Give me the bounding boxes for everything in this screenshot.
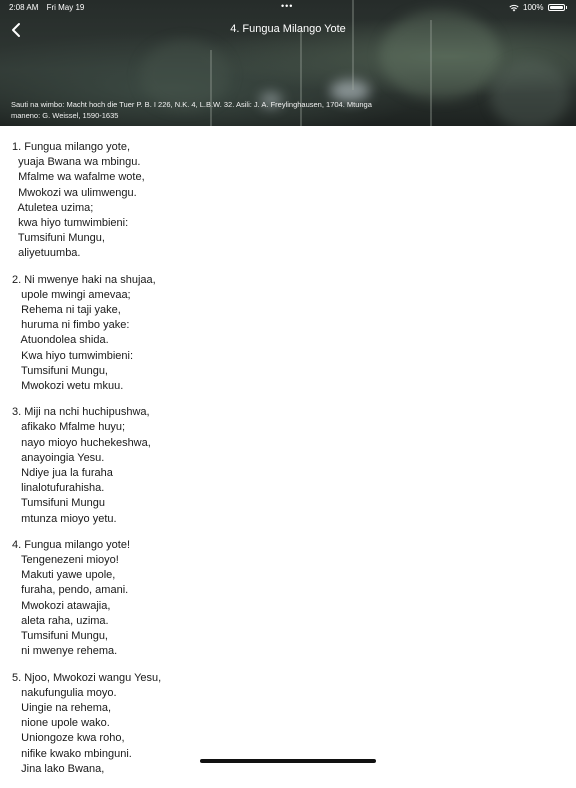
- verse-line: Kwa hiyo tumwimbieni:: [12, 349, 134, 362]
- verse-line: nayo mioyo huchekeshwa,: [12, 436, 151, 449]
- verse-line: 5. Njoo, Mwokozi wangu Yesu,: [12, 671, 162, 684]
- verse-line: Mwokozi wa ulimwengu.: [12, 186, 137, 199]
- verse-line: aliyetuumba.: [12, 247, 81, 260]
- verse-line: huruma ni fimbo yake:: [12, 319, 130, 332]
- background-blur: [490, 60, 570, 126]
- header-banner: [0, 0, 576, 126]
- status-time: 2:08 AM: [9, 3, 39, 12]
- battery-percent: 100%: [523, 3, 544, 12]
- verse-line: Makuti yawe upole,: [12, 569, 116, 582]
- status-left: [9, 3, 90, 12]
- wifi-icon: [509, 4, 519, 12]
- verse-line: nifike kwako mbinguni.: [12, 747, 132, 760]
- verse-line: 3. Miji na nchi huchipushwa,: [12, 406, 150, 419]
- verse-line: Uniongoze kwa roho,: [12, 732, 125, 745]
- verse-line: upole mwingi amevaa;: [12, 288, 131, 301]
- hymn-text: [12, 140, 552, 788]
- verse-line: Tumsifuni Mungu,: [12, 364, 108, 377]
- verse: [12, 140, 552, 262]
- multitasking-dots[interactable]: •••: [281, 1, 294, 11]
- verse-line: afikako Mfalme huyu;: [12, 421, 126, 434]
- verse-line: Jina lako Bwana,: [12, 762, 105, 775]
- battery-nub: [566, 6, 568, 9]
- verse-line: anayoingia Yesu.: [12, 451, 105, 464]
- verse-line: 1. Fungua milango yote,: [12, 141, 131, 153]
- verse-line: Mwokozi atawajia,: [12, 599, 111, 612]
- verse-line: linalotufurahisha.: [12, 482, 105, 495]
- verse: [12, 273, 552, 395]
- verse-line: nakufungulia moyo.: [12, 686, 117, 699]
- verse-line: Tengenezeni mioyo!: [12, 554, 119, 567]
- status-right: [509, 3, 567, 12]
- verse-line: 4. Fungua milango yote!: [12, 538, 131, 551]
- verse-line: Mfalme wa wafalme wote,: [12, 171, 145, 184]
- verse-line: Uingie na rehema,: [12, 701, 112, 714]
- status-date: Fri May 19: [46, 3, 85, 12]
- verse-line: Rehema ni taji yake,: [12, 304, 121, 317]
- verse-line: Tumsifuni Mungu,: [12, 232, 105, 245]
- verse: [12, 538, 552, 660]
- verse-line: Tumsifuni Mungu,: [12, 630, 108, 643]
- verse-line: Atuletea uzima;: [12, 201, 94, 214]
- battery-icon: [548, 4, 565, 11]
- background-stem: [430, 20, 432, 126]
- verse-line: nione upole wako.: [12, 717, 110, 730]
- page-title: 4. Fungua Milango Yote: [230, 23, 346, 35]
- verse-line: Mwokozi wetu mkuu.: [12, 380, 124, 393]
- verse-line: yuaja Bwana wa mbingu.: [12, 156, 141, 169]
- verse-line: aleta raha, uzima.: [12, 614, 109, 627]
- verse: [12, 405, 552, 527]
- hymn-credit: Sauti na wimbo: Macht hoch die Tuer P. B. I 226, N.K. 4, L.B.W. 32. Asili: J. A. Freylinghausen, 1704. Mtunga maneno: G. Weissel, 1590-1635: [11, 100, 372, 120]
- home-indicator[interactable]: [200, 759, 376, 763]
- verse-line: Ndiye jua la furaha: [12, 467, 113, 480]
- verse-line: Tumsifuni Mungu: [12, 497, 105, 510]
- verse-line: mtunza mioyo yetu.: [12, 512, 117, 525]
- verse-line: furaha, pendo, amani.: [12, 584, 129, 597]
- verse-line: 2. Ni mwenye haki na shujaa,: [12, 273, 156, 286]
- status-bar: [0, 0, 576, 14]
- verse-line: kwa hiyo tumwimbieni:: [12, 217, 129, 230]
- verse-line: ni mwenye rehema.: [12, 645, 118, 658]
- verse-line: Atuondolea shida.: [12, 334, 109, 347]
